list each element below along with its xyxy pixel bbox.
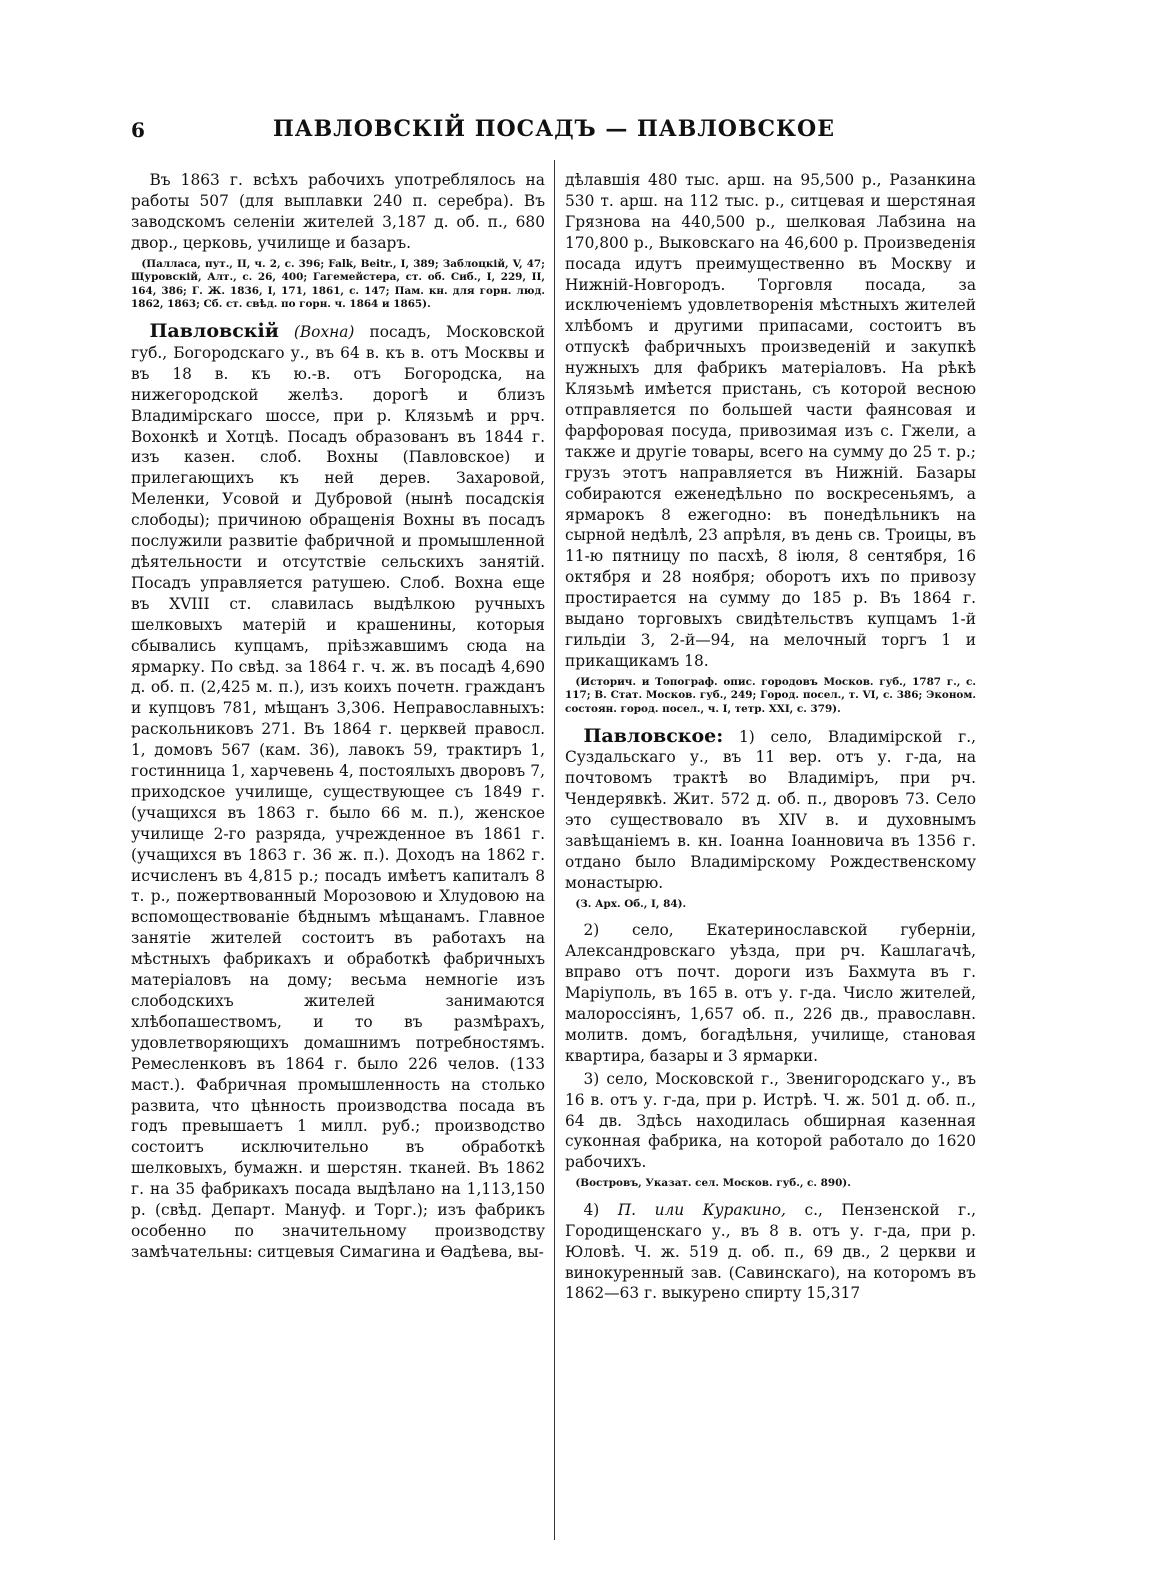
entry-text: 1) село, Владимірской г., Суздальскаго у., въ 11 вер. отъ у. г-да, на почтовомъ трактѣ во Владиміръ, при рч. Чендерявкѣ. Жит. 572 д. об. п., дворовъ 73. Село это существовало въ XIV в. и духовнымъ завѣщаніемъ в. кн. Іоанна Іоанновича въ 1356 г. отдано было Владимірскому Рождественскому монастырю.	[565, 727, 976, 892]
right-sources-2: (З. Арх. Об., I, 84).	[575, 897, 687, 910]
right-sources-3: (Востровъ, Указат. сел. Москов. губ., с. 890).	[575, 1177, 851, 1190]
entry-text: с., Пензенской г., Городищенскаго у., въ 8 в. отъ у. г-да, при р. Юловѣ. Ч. ж. 519 д. об. п., 69 дв., 2 церкви и винокуренный зав. (Савинскаго), на которомъ въ 1862—63 г. выкурено спирту 15,317	[565, 1200, 976, 1303]
left-column	[131, 170, 545, 1263]
running-title: ПАВЛОВСКІЙ ПОСАДЪ — ПАВЛОВСКОЕ	[272, 116, 835, 142]
column-divider	[554, 160, 555, 1540]
entry-headword: Павловское:	[583, 724, 724, 747]
page-number: 6	[131, 118, 145, 142]
left-sources-1: (Паллаcа, пут., II, ч. 2, с. 396; Falk, Beitr., I, 389; Заблоцкій, V, 47; Щуровскій, Алт., с. 26, 400; Гагемейстера, ст. об. Сиб., I, 229, II, 164, 386; Г. Ж. 1836, I, 171, 1861, с. 147; Пам. кн. для горн. люд. 1862, 1863; Сб. ст. свѣд. по горн. ч. 1864 и 1865).	[131, 257, 545, 311]
page-header	[131, 116, 977, 148]
entry-pavlovsky-posad	[131, 321, 545, 1263]
entry-pavlovskoe-1	[565, 726, 976, 894]
left-paragraph-1: Въ 1863 г. всѣхъ рабочихъ употреблялось на работы 507 (для выплавки 240 п. серебра). Въ заводскомъ селеніи жителей 3,187 д. об. п., 680 двор., церковь, училище и базаръ.	[131, 171, 545, 252]
right-paragraph-1: дѣлавшія 480 тыс. арш. на 95,500 р., Разанкина 530 т. арш. на 112 тыс. р., ситцевая и шерстяная Грязнова на 440,500 р., шелковая Лабзина на 170,800 р., Выковскаго на 46,600 р. Произведенія посада идутъ преимущественно въ Москву и Нижній-Новгородъ. Торговля посада, за исключеніемъ удовлетворенія мѣстныхъ жителей хлѣбомъ и другими припасами, состоитъ въ отпускѣ фабричныхъ произведеній и закупкѣ нужныхъ для фабрикъ матеріаловъ. На рѣкѣ Клязьмѣ имѣется пристань, съ которой весною отправляется по большей части фаянсовая и фарфоровая посуда, привозимая изъ с. Гжели, а также и другіе товары, всего на сумму до 25 т. р.; грузъ этотъ направляется въ Нижній. Базары собираются еженедѣльно по воскресеньямъ, а ярмарокъ 8 ежегодно: въ понедѣльникъ на сырной недѣлѣ, 23 апрѣля, въ день св. Троицы, въ 11-ю пятницу по пасхѣ, 8 іюля, 8 сентября, 16 октября и 28 ноября; оборотъ ихъ по привозу простирается на сумму до 185 р. Въ 1864 г. выдано торговыхъ свидѣтельствъ купцамъ 1-й гильдіи 3, 2-й—94, на мелочный торгъ 1 и прикащикамъ 18.	[565, 171, 976, 670]
right-column	[565, 170, 976, 1304]
entry-number: 4)	[583, 1200, 600, 1219]
entry-pavlovskoe-2: 2) село, Екатеринославской губерніи, Александровскаго уѣзда, при рч. Кашлагачѣ, вправо отъ почт. дороги изъ Бахмута въ г. Маріуполь, въ 165 в. отъ у. г-да. Число жителей, малороссіянъ, 1,657 об. п., 226 дв., православн. молитв. домъ, богадѣльня, училище, становая квартира, базары и 3 ярмарки.	[565, 921, 976, 1065]
entry-text: посадъ, Московской губ., Богородскаго у., въ 64 в. къ в. отъ Москвы и въ 18 в. къ ю.-в. отъ Богородска, на нижегородской желѣз. дорогѣ и близъ Владимірскаго шоссе, при р. Клязьмѣ и ррч. Вохонкѣ и Хотцѣ. Посадъ образованъ въ 1844 г. изъ казен. слоб. Вохны (Павловское) и прилегающихъ къ ней дерев. Захаровой, Меленки, Усовой и Дубровой (нынѣ посадскія слободы); причиною обращенія Вохны въ посадъ послужили развитіе фабричной и промышленной дѣятельности и отсутствіе сельскихъ занятій. Посадъ управляется ратушею. Слоб. Вохна еще въ XVIII ст. славилась выдѣлкою ручныхъ шелковыхъ матерій и крашенины, которыя сбывались купцамъ, пріѣзжавшимъ сюда на ярмарку. По свѣд. за 1864 г. ч. ж. въ посадѣ 4,690 д. об. п. (2,425 м. п.), изъ коихъ почетн. гражданъ и купцовъ 781, мѣщанъ 3,306. Неправославныхъ: раскольниковъ 271. Въ 1864 г. церквей правосл. 1, домовъ 567 (кам. 36), лавокъ 59, трактиръ 1, гостинница 1, харчевень 4, постоялыхъ дворовъ 7, приходское училище, существующее съ 1849 г. (учащихся въ 1863 г. было 66 м. п.), женское училище 2-го разряда, учрежденное въ 1861 г. (учащихся въ 1863 г. 36 ж. п.). Доходъ на 1862 г. исчисленъ въ 4,815 р.; посадъ имѣетъ капиталъ 8 т. р., пожертвованный Морозовою и Хлудовою на вспомоществованіе бѣднымъ мѣщанамъ. Главное занятіе жителей состоитъ въ работахъ на мѣстныхъ фабрикахъ и обработкѣ фабричныхъ матеріаловъ на дому; весьма немногіе изъ слободскихъ жителей занимаются хлѣбопашествомъ, и то въ размѣрахъ, удовлетворяющихъ домашнимъ потребностямъ. Ремесленковъ въ 1864 г. было 226 челов. (133 маст.). Фабричная промышленность на столько развита, что цѣнность производства посада въ годъ превышаетъ 1 милл. руб.; производство состоитъ исключительно въ обработкѣ шелковыхъ, бумажн. и шерстян. тканей. Въ 1862 г. на 35 фабрикахъ посада выдѣлано на 1,113,150 р. (свѣд. Департ. Мануф. и Торг.); изъ фабрикъ особенно по значительному производству замѣчательны: ситцевыя Симагина и Ѳадѣева, вы-	[131, 323, 545, 1261]
entry-alt-name: П. или Куракино,	[617, 1200, 786, 1219]
entry-pavlovskoe-4	[565, 1200, 976, 1305]
right-sources-1: (Историч. и Топограф. опис. городовъ Москов. губ., 1787 г., с. 117; В. Стат. Москов. губ., 249; Город. посел., т. VI, с. 386; Эконом. состоян. город. посел., ч. I, тетр. XXI, с. 379).	[565, 675, 976, 715]
entry-headword: Павловскій	[149, 320, 279, 342]
entry-alt-name: (Вохна)	[293, 323, 355, 341]
entry-pavlovskoe-3: 3) село, Московской г., Звенигородскаго у., въ 16 в. отъ у. г-да, при р. Истрѣ. Ч. ж. 501 д. об. п., 64 дв. Здѣсь находилась обширная казенная суконная фабрика, на которой работало до 1620 рабочихъ.	[565, 1069, 976, 1172]
